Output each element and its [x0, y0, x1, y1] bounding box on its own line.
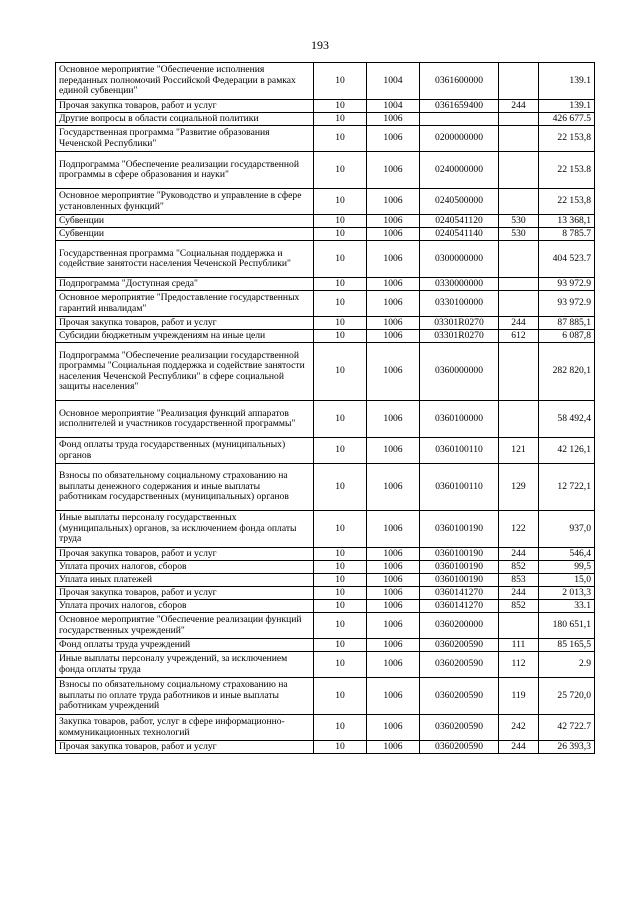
- row-subsection-cell: 1006: [367, 228, 420, 241]
- row-subsection-cell: 1006: [367, 600, 420, 613]
- row-subsection-cell: 1006: [367, 343, 420, 401]
- row-section-cell: 10: [314, 330, 367, 343]
- row-amount-cell: 13 368,1: [539, 215, 595, 228]
- row-section-cell: 10: [314, 317, 367, 330]
- row-amount-cell: 22 153,8: [539, 126, 595, 152]
- row-section-cell: 10: [314, 401, 367, 438]
- table-row: [56, 113, 595, 126]
- row-section-cell: 10: [314, 63, 367, 100]
- row-section-cell: 10: [314, 215, 367, 228]
- table-row: [56, 278, 595, 291]
- row-target-article-cell: 0360200590: [420, 678, 499, 715]
- row-name-cell: Основное мероприятие "Предоставление государственных гарантий инвалидам": [56, 291, 314, 317]
- row-section-cell: 10: [314, 228, 367, 241]
- row-amount-cell: 26 393,3: [539, 741, 595, 754]
- row-amount-cell: 8 785.7: [539, 228, 595, 241]
- row-target-article-cell: 0360141270: [420, 587, 499, 600]
- table-row: [56, 561, 595, 574]
- row-amount-cell: 85 165,5: [539, 639, 595, 652]
- table-row: [56, 511, 595, 548]
- row-amount-cell: 2 013,3: [539, 587, 595, 600]
- row-expense-type-cell: 244: [499, 100, 539, 113]
- row-expense-type-cell: 852: [499, 600, 539, 613]
- row-expense-type-cell: [499, 343, 539, 401]
- row-target-article-cell: 0360100190: [420, 511, 499, 548]
- row-amount-cell: 58 492,4: [539, 401, 595, 438]
- row-subsection-cell: 1006: [367, 574, 420, 587]
- row-amount-cell: 546,4: [539, 548, 595, 561]
- row-name-cell: Государственная программа "Социальная поддержка и содействие занятости населения Чеченской Республики": [56, 241, 314, 278]
- row-subsection-cell: 1006: [367, 401, 420, 438]
- row-section-cell: 10: [314, 548, 367, 561]
- row-subsection-cell: 1006: [367, 215, 420, 228]
- table-row: [56, 291, 595, 317]
- row-amount-cell: 93 972.9: [539, 291, 595, 317]
- row-name-cell: Взносы по обязательному социальному страхованию на выплаты денежного содержания и иные выплаты работникам государственных (муниципальных) органов: [56, 464, 314, 511]
- row-expense-type-cell: 244: [499, 741, 539, 754]
- row-subsection-cell: 1006: [367, 330, 420, 343]
- row-target-article-cell: 0360100190: [420, 548, 499, 561]
- row-expense-type-cell: [499, 113, 539, 126]
- row-subsection-cell: 1006: [367, 189, 420, 215]
- row-name-cell: Основное мероприятие "Обеспечение исполнения переданных полномочий Российской Федерации в рамках единой субвенции": [56, 63, 314, 100]
- table-row: [56, 613, 595, 639]
- row-amount-cell: 404 523.7: [539, 241, 595, 278]
- row-expense-type-cell: [499, 401, 539, 438]
- row-section-cell: 10: [314, 600, 367, 613]
- row-target-article-cell: [420, 113, 499, 126]
- row-expense-type-cell: [499, 241, 539, 278]
- row-section-cell: 10: [314, 343, 367, 401]
- table-row: [56, 587, 595, 600]
- row-subsection-cell: 1006: [367, 587, 420, 600]
- row-amount-cell: 42 126,1: [539, 438, 595, 464]
- row-name-cell: Прочая закупка товаров, работ и услуг: [56, 548, 314, 561]
- row-name-cell: Уплата прочих налогов, сборов: [56, 561, 314, 574]
- table-row: [56, 343, 595, 401]
- row-amount-cell: 22 153,8: [539, 189, 595, 215]
- budget-table: [55, 62, 595, 754]
- row-name-cell: Иные выплаты персоналу государственных (муниципальных) органов, за исключением фонда оплаты труда: [56, 511, 314, 548]
- row-expense-type-cell: 530: [499, 228, 539, 241]
- row-target-article-cell: 0360200590: [420, 741, 499, 754]
- table-row: [56, 100, 595, 113]
- row-expense-type-cell: 853: [499, 574, 539, 587]
- table-row: [56, 741, 595, 754]
- row-target-article-cell: 0200000000: [420, 126, 499, 152]
- row-expense-type-cell: [499, 126, 539, 152]
- row-expense-type-cell: [499, 189, 539, 215]
- row-name-cell: Прочая закупка товаров, работ и услуг: [56, 587, 314, 600]
- row-subsection-cell: 1006: [367, 561, 420, 574]
- row-amount-cell: 180 651,1: [539, 613, 595, 639]
- row-expense-type-cell: 112: [499, 652, 539, 678]
- row-target-article-cell: 0360100190: [420, 574, 499, 587]
- row-target-article-cell: 0240000000: [420, 152, 499, 189]
- row-expense-type-cell: [499, 278, 539, 291]
- row-section-cell: 10: [314, 189, 367, 215]
- row-name-cell: Прочая закупка товаров, работ и услуг: [56, 741, 314, 754]
- row-expense-type-cell: 612: [499, 330, 539, 343]
- row-subsection-cell: 1006: [367, 652, 420, 678]
- row-amount-cell: 12 722,1: [539, 464, 595, 511]
- row-target-article-cell: 0330000000: [420, 278, 499, 291]
- row-amount-cell: 937,0: [539, 511, 595, 548]
- row-name-cell: Иные выплаты персоналу учреждений, за исключением фонда оплаты труда: [56, 652, 314, 678]
- row-expense-type-cell: 530: [499, 215, 539, 228]
- row-name-cell: Основное мероприятие "Реализация функций аппаратов исполнителей и участников государственной программы": [56, 401, 314, 438]
- row-target-article-cell: 0240541140: [420, 228, 499, 241]
- row-section-cell: 10: [314, 561, 367, 574]
- row-name-cell: Подпрограмма "Обеспечение реализации государственной программы в сфере образования и науки": [56, 152, 314, 189]
- row-amount-cell: 42 722.7: [539, 715, 595, 741]
- row-section-cell: 10: [314, 464, 367, 511]
- table-row: [56, 678, 595, 715]
- row-subsection-cell: 1006: [367, 152, 420, 189]
- row-section-cell: 10: [314, 126, 367, 152]
- row-expense-type-cell: 244: [499, 548, 539, 561]
- row-target-article-cell: 0300000000: [420, 241, 499, 278]
- table-row: [56, 63, 595, 100]
- row-expense-type-cell: 122: [499, 511, 539, 548]
- row-amount-cell: 282 820,1: [539, 343, 595, 401]
- row-name-cell: Субсидии бюджетным учреждениям на иные цели: [56, 330, 314, 343]
- row-subsection-cell: 1006: [367, 126, 420, 152]
- row-subsection-cell: 1006: [367, 317, 420, 330]
- row-amount-cell: 6 087,8: [539, 330, 595, 343]
- row-name-cell: Основное мероприятие "Обеспечение реализации функций государственных учреждений": [56, 613, 314, 639]
- row-target-article-cell: 0240500000: [420, 189, 499, 215]
- table-row: [56, 652, 595, 678]
- row-target-article-cell: 0361600000: [420, 63, 499, 100]
- row-section-cell: 10: [314, 678, 367, 715]
- row-expense-type-cell: [499, 291, 539, 317]
- budget-table-body: [56, 63, 595, 754]
- row-amount-cell: 15,0: [539, 574, 595, 587]
- row-expense-type-cell: 852: [499, 561, 539, 574]
- row-amount-cell: 139.1: [539, 100, 595, 113]
- row-subsection-cell: 1006: [367, 511, 420, 548]
- row-name-cell: Фонд оплаты труда учреждений: [56, 639, 314, 652]
- row-amount-cell: 25 720,0: [539, 678, 595, 715]
- table-row: [56, 438, 595, 464]
- row-section-cell: 10: [314, 113, 367, 126]
- table-row: [56, 715, 595, 741]
- row-amount-cell: 139.1: [539, 63, 595, 100]
- row-target-article-cell: 0360200000: [420, 613, 499, 639]
- row-amount-cell: 93 972.9: [539, 278, 595, 291]
- row-section-cell: 10: [314, 100, 367, 113]
- row-target-article-cell: 0360200590: [420, 715, 499, 741]
- row-target-article-cell: 0360000000: [420, 343, 499, 401]
- row-target-article-cell: 0360200590: [420, 639, 499, 652]
- row-subsection-cell: 1004: [367, 63, 420, 100]
- row-section-cell: 10: [314, 511, 367, 548]
- row-target-article-cell: 0360100110: [420, 438, 499, 464]
- row-target-article-cell: 0360200590: [420, 652, 499, 678]
- row-name-cell: Подпрограмма "Обеспечение реализации государственной программы "Социальная поддержка и содействие занятости населения Чеченской Республики" в сфере социальной защиты населения": [56, 343, 314, 401]
- row-section-cell: 10: [314, 715, 367, 741]
- row-subsection-cell: 1006: [367, 278, 420, 291]
- row-name-cell: Другие вопросы в области социальной политики: [56, 113, 314, 126]
- row-name-cell: Прочая закупка товаров, работ и услуг: [56, 100, 314, 113]
- row-target-article-cell: 03301R0270: [420, 330, 499, 343]
- row-name-cell: Фонд оплаты труда государственных (муниципальных) органов: [56, 438, 314, 464]
- row-target-article-cell: 0240541120: [420, 215, 499, 228]
- row-target-article-cell: 0360100000: [420, 401, 499, 438]
- row-subsection-cell: 1006: [367, 613, 420, 639]
- row-expense-type-cell: [499, 152, 539, 189]
- row-section-cell: 10: [314, 241, 367, 278]
- row-section-cell: 10: [314, 639, 367, 652]
- row-section-cell: 10: [314, 574, 367, 587]
- table-row: [56, 228, 595, 241]
- row-section-cell: 10: [314, 438, 367, 464]
- table-row: [56, 401, 595, 438]
- row-target-article-cell: 03301R0270: [420, 317, 499, 330]
- row-subsection-cell: 1006: [367, 741, 420, 754]
- row-subsection-cell: 1004: [367, 100, 420, 113]
- row-section-cell: 10: [314, 587, 367, 600]
- row-subsection-cell: 1006: [367, 438, 420, 464]
- row-expense-type-cell: 244: [499, 587, 539, 600]
- table-row: [56, 241, 595, 278]
- table-row: [56, 600, 595, 613]
- row-name-cell: Взносы по обязательному социальному страхованию на выплаты по оплате труда работников и иные выплаты работникам учреждений: [56, 678, 314, 715]
- row-expense-type-cell: 244: [499, 317, 539, 330]
- row-name-cell: Уплата прочих налогов, сборов: [56, 600, 314, 613]
- row-subsection-cell: 1006: [367, 715, 420, 741]
- row-section-cell: 10: [314, 741, 367, 754]
- row-expense-type-cell: [499, 63, 539, 100]
- row-subsection-cell: 1006: [367, 678, 420, 715]
- row-subsection-cell: 1006: [367, 548, 420, 561]
- table-row: [56, 574, 595, 587]
- row-amount-cell: 2.9: [539, 652, 595, 678]
- row-section-cell: 10: [314, 278, 367, 291]
- table-row: [56, 317, 595, 330]
- row-amount-cell: 99,5: [539, 561, 595, 574]
- table-row: [56, 189, 595, 215]
- row-name-cell: Уплата иных платежей: [56, 574, 314, 587]
- row-amount-cell: 426 677.5: [539, 113, 595, 126]
- row-target-article-cell: 0360100190: [420, 561, 499, 574]
- row-target-article-cell: 0360100110: [420, 464, 499, 511]
- row-name-cell: Основное мероприятие "Руководство и управление в сфере установленных функций": [56, 189, 314, 215]
- row-name-cell: Закупка товаров, работ, услуг в сфере информационно-коммуникационных технологий: [56, 715, 314, 741]
- row-name-cell: Прочая закупка товаров, работ и услуг: [56, 317, 314, 330]
- row-amount-cell: 22 153.8: [539, 152, 595, 189]
- row-name-cell: Подпрограмма "Доступная среда": [56, 278, 314, 291]
- page-number: 193: [311, 38, 329, 52]
- row-amount-cell: 33.1: [539, 600, 595, 613]
- row-section-cell: 10: [314, 652, 367, 678]
- row-subsection-cell: 1006: [367, 113, 420, 126]
- row-amount-cell: 87 885,1: [539, 317, 595, 330]
- row-expense-type-cell: 119: [499, 678, 539, 715]
- row-target-article-cell: 0360141270: [420, 600, 499, 613]
- row-expense-type-cell: 129: [499, 464, 539, 511]
- row-section-cell: 10: [314, 291, 367, 317]
- row-section-cell: 10: [314, 613, 367, 639]
- table-row: [56, 126, 595, 152]
- table-row: [56, 464, 595, 511]
- row-subsection-cell: 1006: [367, 291, 420, 317]
- row-name-cell: Субвенции: [56, 228, 314, 241]
- row-subsection-cell: 1006: [367, 241, 420, 278]
- table-row: [56, 639, 595, 652]
- row-subsection-cell: 1006: [367, 464, 420, 511]
- row-expense-type-cell: [499, 613, 539, 639]
- row-name-cell: Государственная программа "Развитие образования Чеченской Республики": [56, 126, 314, 152]
- table-row: [56, 215, 595, 228]
- row-expense-type-cell: 111: [499, 639, 539, 652]
- table-row: [56, 548, 595, 561]
- row-expense-type-cell: 242: [499, 715, 539, 741]
- row-section-cell: 10: [314, 152, 367, 189]
- row-expense-type-cell: 121: [499, 438, 539, 464]
- row-name-cell: Субвенции: [56, 215, 314, 228]
- table-row: [56, 330, 595, 343]
- table-row: [56, 152, 595, 189]
- row-target-article-cell: 0330100000: [420, 291, 499, 317]
- row-subsection-cell: 1006: [367, 639, 420, 652]
- row-target-article-cell: 0361659400: [420, 100, 499, 113]
